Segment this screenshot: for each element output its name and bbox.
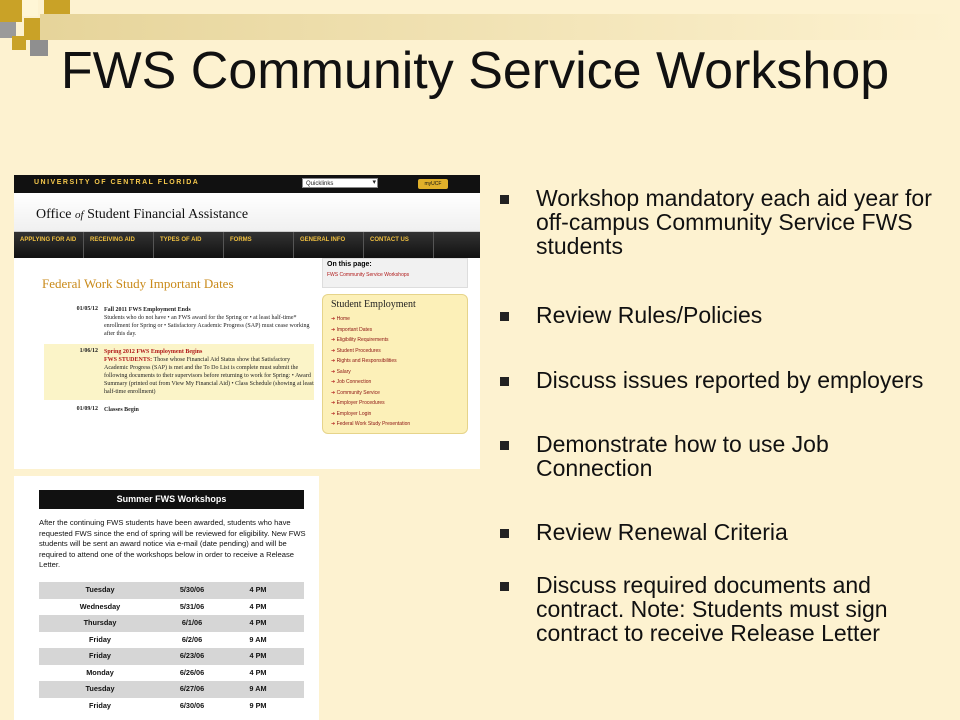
date-row: 01/09/12 Classes Begin bbox=[76, 406, 139, 413]
menu-item-employer-login[interactable]: ➜ Employer Login bbox=[331, 409, 459, 420]
menu-item-important-dates[interactable]: ➜ Important Dates bbox=[331, 325, 459, 336]
table-row: Monday 6/26/06 4 PM bbox=[86, 667, 267, 677]
bullet-item: Demonstrate how to use Job Connection bbox=[497, 432, 937, 480]
workshops-heading: Summer FWS Workshops bbox=[39, 490, 304, 509]
on-this-page-box: On this page: FWS Community Service Workshops bbox=[322, 258, 468, 288]
menu-item-community-service[interactable]: ➜ Community Service bbox=[331, 388, 459, 399]
date-row: 1/06/12 Spring 2012 FWS Employment Begins FWS STUDENTS: Those whose Financial Aid Status show that Satisfactory Academic Progress (SAP) is met and the To Do List is complete must submit the following documents to their supervisors before returning to work for Spring: • Award Summary (printed out from View My Financial Aid) • Class Schedule (showing at least half-time enrollment) bbox=[44, 344, 314, 400]
ucf-top-bar bbox=[14, 175, 480, 193]
square-bullet-icon bbox=[500, 441, 509, 450]
slide-title: FWS Community Service Workshop bbox=[60, 42, 890, 100]
bullet-item: Workshop mandatory each aid year for off-campus Community Service FWS students bbox=[497, 186, 937, 258]
date-row: 01/05/12 Fall 2011 FWS Employment Ends Students who do not have • an FWS award for the Spring or • at least half-time* enrollment for Spring or • Satisfactory Academic Progress (SAP) must cease working after this day. bbox=[76, 306, 310, 337]
myucf-button[interactable]: myUCF bbox=[418, 179, 448, 189]
bullet-item: Review Rules/Policies bbox=[497, 303, 937, 327]
bullet-item: Discuss issues reported by employers bbox=[497, 368, 937, 392]
summer-workshops-screenshot bbox=[14, 476, 319, 720]
nav-receiving-aid[interactable]: RECEIVING AID bbox=[84, 232, 154, 258]
office-header bbox=[14, 193, 480, 232]
workshops-description: After the continuing FWS students have been awarded, students who have requested FWS since the end of spring will be reviewed for eligibility. New FWS students will be sent an award notice via e-mail (date pending) and will be required to attend one of the workshops below in order to receive a Release Letter. bbox=[39, 518, 306, 570]
bullet-item: Discuss required documents and contract. Note: Students must sign contract to receive Release Letter bbox=[497, 573, 937, 645]
dates-list bbox=[44, 306, 314, 420]
nav-types-of-aid[interactable]: TYPES OF AID bbox=[154, 232, 224, 258]
menu-item-fws-presentation[interactable]: ➜ Federal Work Study Presentation bbox=[331, 419, 459, 430]
table-row: Friday 6/30/06 9 PM bbox=[89, 700, 267, 710]
square-bullet-icon bbox=[500, 195, 509, 204]
ucf-financial-aid-screenshot bbox=[14, 175, 480, 469]
menu-item-salary[interactable]: ➜ Salary bbox=[331, 367, 459, 378]
nav-applying-for-aid[interactable]: APPLYING FOR AID bbox=[14, 232, 84, 258]
title-bar-decoration bbox=[40, 14, 960, 40]
student-employment-menu bbox=[322, 294, 468, 434]
bullet-list bbox=[497, 186, 937, 645]
square-bullet-icon bbox=[500, 529, 509, 538]
menu-item-student-procedures[interactable]: ➜ Student Procedures bbox=[331, 346, 459, 357]
table-row: Friday 6/23/06 4 PM bbox=[39, 648, 304, 665]
nav-contact-us[interactable]: CONTACT US bbox=[364, 232, 434, 258]
menu-item-employer-procedures[interactable]: ➜ Employer Procedures bbox=[331, 398, 459, 409]
menu-item-rights[interactable]: ➜ Rights and Responsibilities bbox=[331, 356, 459, 367]
page-content bbox=[14, 258, 480, 469]
menu-item-job-connection[interactable]: ➜ Job Connection bbox=[331, 377, 459, 388]
quicklinks-select[interactable]: Quicklinks ▾ bbox=[302, 178, 378, 188]
table-row: Tuesday 5/30/06 4 PM bbox=[39, 582, 304, 599]
table-row: Tuesday 6/27/06 9 AM bbox=[39, 681, 304, 698]
square-bullet-icon bbox=[500, 377, 509, 386]
main-nav bbox=[14, 232, 480, 258]
table-row: Thursday 6/1/06 4 PM bbox=[39, 615, 304, 632]
square-bullet-icon bbox=[500, 312, 509, 321]
nav-forms[interactable]: FORMS bbox=[224, 232, 294, 258]
on-this-page-link[interactable]: FWS Community Service Workshops bbox=[327, 272, 410, 278]
square-bullet-icon bbox=[500, 582, 509, 591]
nav-general-info[interactable]: GENERAL INFO bbox=[294, 232, 364, 258]
menu-item-eligibility[interactable]: ➜ Eligibility Requirements bbox=[331, 335, 459, 346]
workshops-table bbox=[39, 582, 304, 714]
table-row: Wednesday 5/31/06 4 PM bbox=[79, 601, 267, 611]
ucf-logo: UNIVERSITY OF CENTRAL FLORIDA bbox=[34, 179, 200, 186]
table-row: Friday 6/2/06 9 AM bbox=[89, 634, 267, 644]
fws-dates-heading: Federal Work Study Important Dates bbox=[42, 276, 234, 291]
office-title: Office of Student Financial Assistance bbox=[36, 207, 249, 222]
student-employment-title: Student Employment bbox=[331, 299, 416, 310]
bullet-item: Review Renewal Criteria bbox=[497, 520, 937, 544]
menu-item-home[interactable]: ➜ Home bbox=[331, 314, 459, 325]
